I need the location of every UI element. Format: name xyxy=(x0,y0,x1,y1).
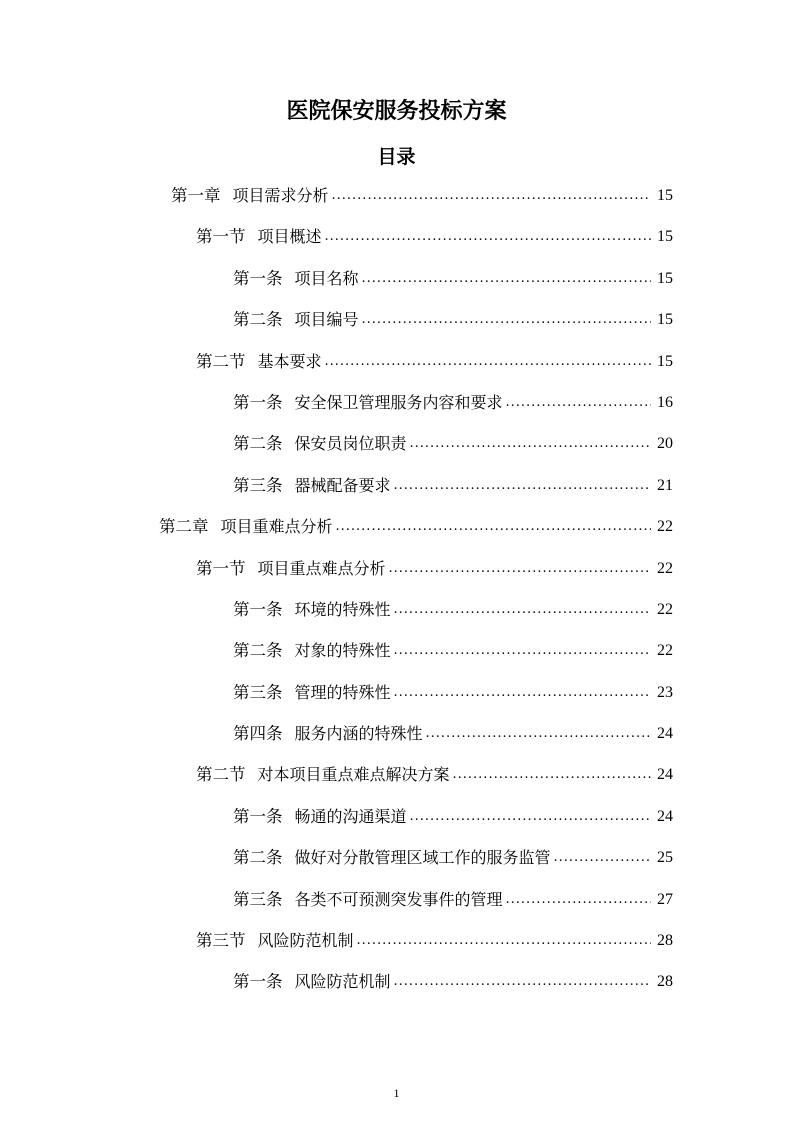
toc-entry[interactable] xyxy=(0,806,793,847)
toc-entry-page: 25 xyxy=(657,849,673,867)
toc-entry-number: 第一条 xyxy=(233,806,283,826)
toc-entry[interactable] xyxy=(0,185,793,226)
toc-dot-leader xyxy=(394,640,651,662)
toc-entry-title: 项目概述 xyxy=(257,227,322,247)
toc-entry-title: 保安员岗位职责 xyxy=(294,434,407,454)
toc-entry-number: 第三条 xyxy=(233,475,283,495)
toc-dot-leader xyxy=(394,475,651,497)
toc-dot-leader xyxy=(394,599,651,621)
toc-entry-number: 第三条 xyxy=(233,682,283,702)
toc-dot-leader xyxy=(394,971,651,993)
toc-entry-page: 15 xyxy=(657,311,673,329)
toc-entry-page: 22 xyxy=(657,642,673,660)
toc-dot-leader xyxy=(410,806,651,828)
toc-entry-page: 28 xyxy=(657,932,673,950)
toc-entry[interactable] xyxy=(0,392,793,433)
toc-dot-leader xyxy=(426,723,651,745)
toc-entry[interactable] xyxy=(0,351,793,392)
toc-entry[interactable] xyxy=(0,764,793,805)
toc-entry[interactable] xyxy=(0,930,793,971)
toc-entry-title: 项目重难点分析 xyxy=(220,517,333,537)
toc-dot-leader xyxy=(506,392,651,414)
toc-entry-page: 23 xyxy=(657,683,673,701)
toc-entry-title: 器械配备要求 xyxy=(294,475,391,495)
toc-entry[interactable] xyxy=(0,971,793,1012)
toc-entry[interactable] xyxy=(0,516,793,557)
toc-entry[interactable] xyxy=(0,847,793,888)
toc-entry-number: 第一条 xyxy=(233,599,283,619)
toc-dot-leader xyxy=(554,847,651,869)
toc-entry-title: 各类不可预测突发事件的管理 xyxy=(294,889,503,909)
toc-entry-page: 20 xyxy=(657,435,673,453)
toc-entry-number: 第二条 xyxy=(233,434,283,454)
toc-entry-number: 第一条 xyxy=(233,268,283,288)
toc-entry-title: 安全保卫管理服务内容和要求 xyxy=(294,392,503,412)
toc-entry-number: 第一节 xyxy=(196,558,246,578)
toc-heading: 目录 xyxy=(377,146,416,168)
toc-entry-page: 21 xyxy=(657,476,673,494)
toc-entry-number: 第二条 xyxy=(233,310,283,330)
table-of-contents xyxy=(0,185,793,1013)
toc-entry-number: 第一条 xyxy=(233,972,283,992)
toc-entry[interactable] xyxy=(0,433,793,474)
toc-entry[interactable] xyxy=(0,475,793,516)
toc-entry-page: 22 xyxy=(657,600,673,618)
toc-dot-leader xyxy=(325,351,651,373)
toc-entry-number: 第二条 xyxy=(233,848,283,868)
document-title: 医院保安服务投标方案 xyxy=(286,99,507,124)
toc-entry[interactable] xyxy=(0,226,793,267)
toc-entry-title: 项目名称 xyxy=(294,268,359,288)
toc-dot-leader xyxy=(506,889,651,911)
toc-dot-leader xyxy=(410,433,651,455)
toc-dot-leader xyxy=(389,558,651,580)
toc-entry-title: 风险防范机制 xyxy=(257,931,354,951)
toc-dot-leader xyxy=(394,682,651,704)
toc-entry-number: 第一节 xyxy=(196,227,246,247)
toc-dot-leader xyxy=(336,516,651,538)
toc-entry-title: 对象的特殊性 xyxy=(294,641,391,661)
toc-entry-title: 管理的特殊性 xyxy=(294,682,391,702)
toc-dot-leader xyxy=(325,226,651,248)
toc-entry-page: 15 xyxy=(657,269,673,287)
toc-dot-leader xyxy=(453,764,651,786)
toc-entry[interactable] xyxy=(0,558,793,599)
toc-entry[interactable] xyxy=(0,309,793,350)
toc-entry[interactable] xyxy=(0,599,793,640)
toc-entry[interactable] xyxy=(0,640,793,681)
toc-entry-title: 对本项目重点难点解决方案 xyxy=(257,765,450,785)
toc-entry-title: 项目编号 xyxy=(294,310,359,330)
toc-dot-leader xyxy=(357,930,651,952)
toc-entry-number: 第三条 xyxy=(233,889,283,909)
toc-entry-number: 第一条 xyxy=(233,392,283,412)
toc-dot-leader xyxy=(332,185,651,207)
toc-entry[interactable] xyxy=(0,682,793,723)
toc-entry-page: 15 xyxy=(657,228,673,246)
toc-entry-number: 第二条 xyxy=(233,641,283,661)
toc-entry-title: 风险防范机制 xyxy=(294,972,391,992)
toc-entry-number: 第三节 xyxy=(196,931,246,951)
toc-entry-title: 做好对分散管理区域工作的服务监管 xyxy=(294,848,551,868)
toc-entry-title: 项目需求分析 xyxy=(232,186,329,205)
toc-entry-number: 第一章 xyxy=(171,186,221,205)
toc-entry-page: 28 xyxy=(657,973,673,991)
toc-entry[interactable] xyxy=(0,889,793,930)
toc-entry-page: 22 xyxy=(657,518,673,536)
toc-entry-title: 环境的特殊性 xyxy=(294,599,391,619)
toc-dot-leader xyxy=(362,268,651,290)
toc-entry-page: 24 xyxy=(657,766,673,784)
toc-entry-number: 第二节 xyxy=(196,765,246,785)
page-number: 1 xyxy=(393,1086,400,1100)
toc-entry-title: 畅通的沟通渠道 xyxy=(294,806,407,826)
toc-dot-leader xyxy=(362,309,651,331)
toc-entry[interactable] xyxy=(0,723,793,764)
toc-entry-page: 27 xyxy=(657,890,673,908)
toc-entry[interactable] xyxy=(0,268,793,309)
toc-entry-number: 第二节 xyxy=(196,351,246,371)
toc-entry-page: 16 xyxy=(657,393,673,411)
toc-entry-title: 服务内涵的特殊性 xyxy=(294,724,423,744)
toc-entry-page: 24 xyxy=(657,807,673,825)
toc-entry-page: 15 xyxy=(657,352,673,370)
toc-entry-title: 基本要求 xyxy=(257,351,322,371)
toc-entry-page: 22 xyxy=(657,559,673,577)
toc-entry-page: 24 xyxy=(657,725,673,743)
toc-entry-page: 15 xyxy=(657,187,673,204)
toc-entry-number: 第四条 xyxy=(233,724,283,744)
toc-entry-number: 第二章 xyxy=(159,517,209,537)
toc-entry-title: 项目重点难点分析 xyxy=(257,558,386,578)
